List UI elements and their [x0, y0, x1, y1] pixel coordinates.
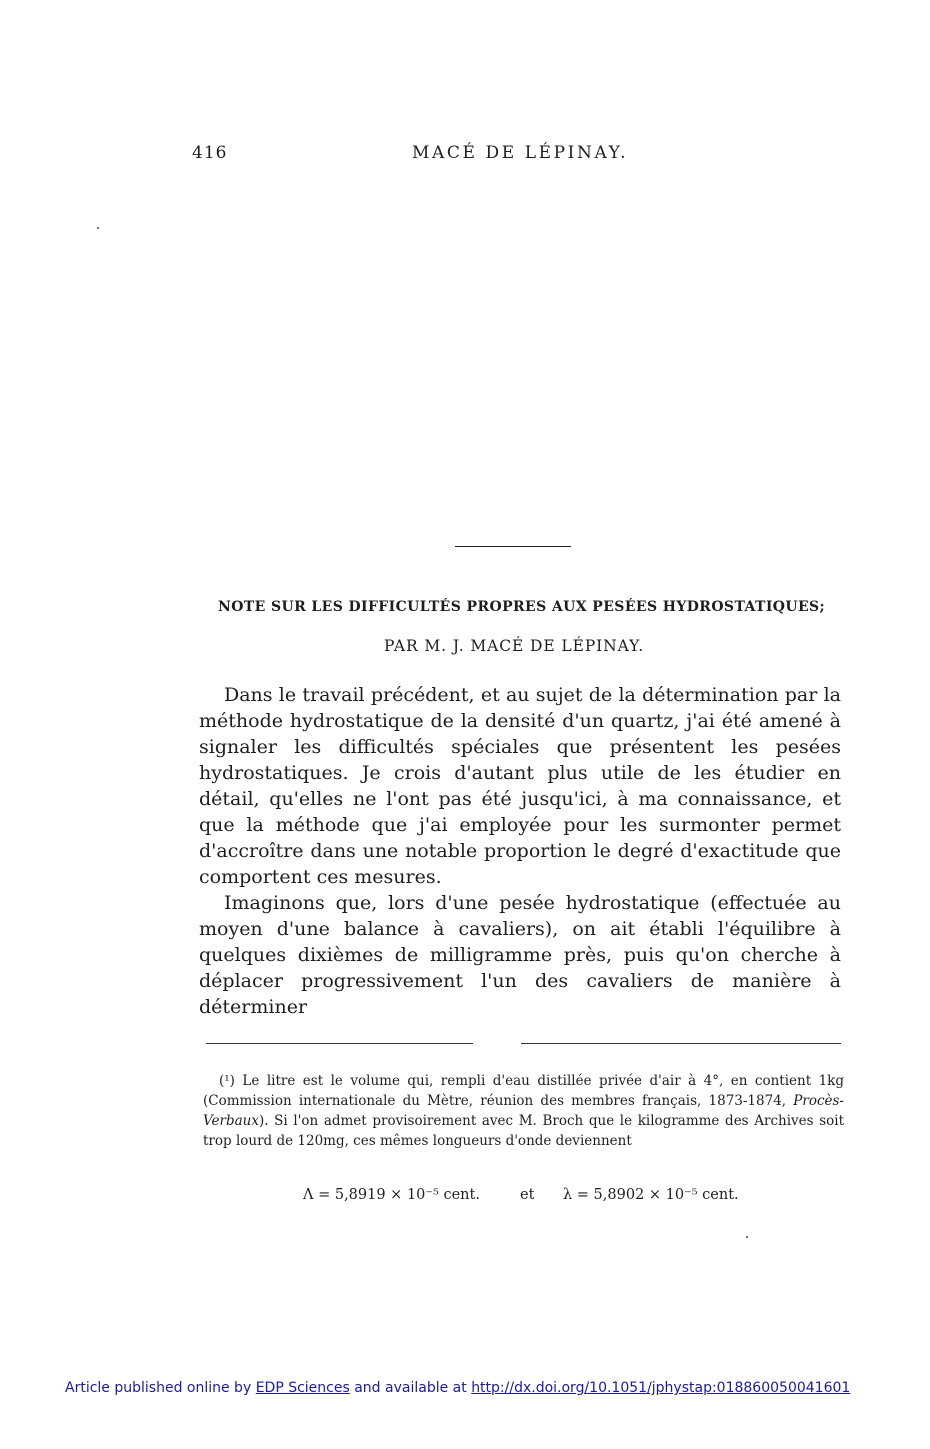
footnote-separator-right: [521, 1043, 841, 1044]
publisher-middle: and available at: [349, 1380, 472, 1396]
article-author: PAR M. J. MACÉ DE LÉPINAY.: [384, 637, 645, 655]
publisher-prefix: Article published online by: [65, 1380, 256, 1396]
scan-speck: [746, 1236, 748, 1238]
formula-capital-lambda: Λ = 5,8919 × 10⁻⁵ cent.: [303, 1187, 480, 1203]
footnote-text-continued: ). Si l'on admet provisoirement avec M. Broch que le kilogramme des Archives soit trop lourd de 120mg, ces mêmes longueurs d'onde deviennent: [203, 1113, 844, 1149]
publisher-link[interactable]: EDP Sciences: [255, 1380, 350, 1396]
body-paragraph: Dans le travail précédent, et au sujet de la détermination par la méthode hydrostatique de la densité d'un quartz, j'ai été amené à signaler les difficultés spéciales que présentent les pesées hydrostatiques. Je crois d'autant plus utile de les étudier en détail, qu'elles ne l'ont pas été jusqu'ici, à ma connaissance, et que la méthode que j'ai employée pour les surmonter permet d'accroître dans une notable proportion le degré d'exactitude que comportent ces mesures.: [199, 684, 841, 888]
formula-conjunction: et: [520, 1187, 535, 1203]
footnote-italic-citation: Procès-Verbaux: [203, 1093, 844, 1129]
footnote-text: Le litre est le volume qui, rempli d'eau distillée privée d'air à 4°, en contient 1kg (Commission internationale du Mètre, réunion des membres français, 1873-1874,: [203, 1073, 844, 1109]
footnote-marker: (¹): [219, 1073, 235, 1089]
article-title: NOTE SUR LES DIFFICULTÉS PROPRES AUX PESÉES HYDROSTATIQUES;: [218, 599, 826, 615]
running-head: MACÉ DE LÉPINAY.: [412, 143, 629, 163]
section-separator-rule: [455, 546, 571, 547]
footnote: [203, 1071, 844, 1151]
article-body: [199, 682, 841, 1020]
page-number: 416: [192, 143, 228, 163]
doi-link[interactable]: http://dx.doi.org/10.1051/jphystap:018860050041601: [471, 1380, 851, 1396]
footnote-separator-left: [206, 1043, 473, 1044]
formula-lambda: λ = 5,8902 × 10⁻⁵ cent.: [563, 1187, 739, 1203]
publisher-line: [65, 1380, 850, 1396]
scan-speck: [97, 227, 99, 229]
body-paragraph: Imaginons que, lors d'une pesée hydrostatique (effectuée au moyen d'une balance à cavaliers), on ait établi l'équilibre à quelques dixièmes de milligramme près, puis qu'on cherche à déplacer progressivement l'un des cavaliers de manière à déterminer: [199, 892, 841, 1018]
